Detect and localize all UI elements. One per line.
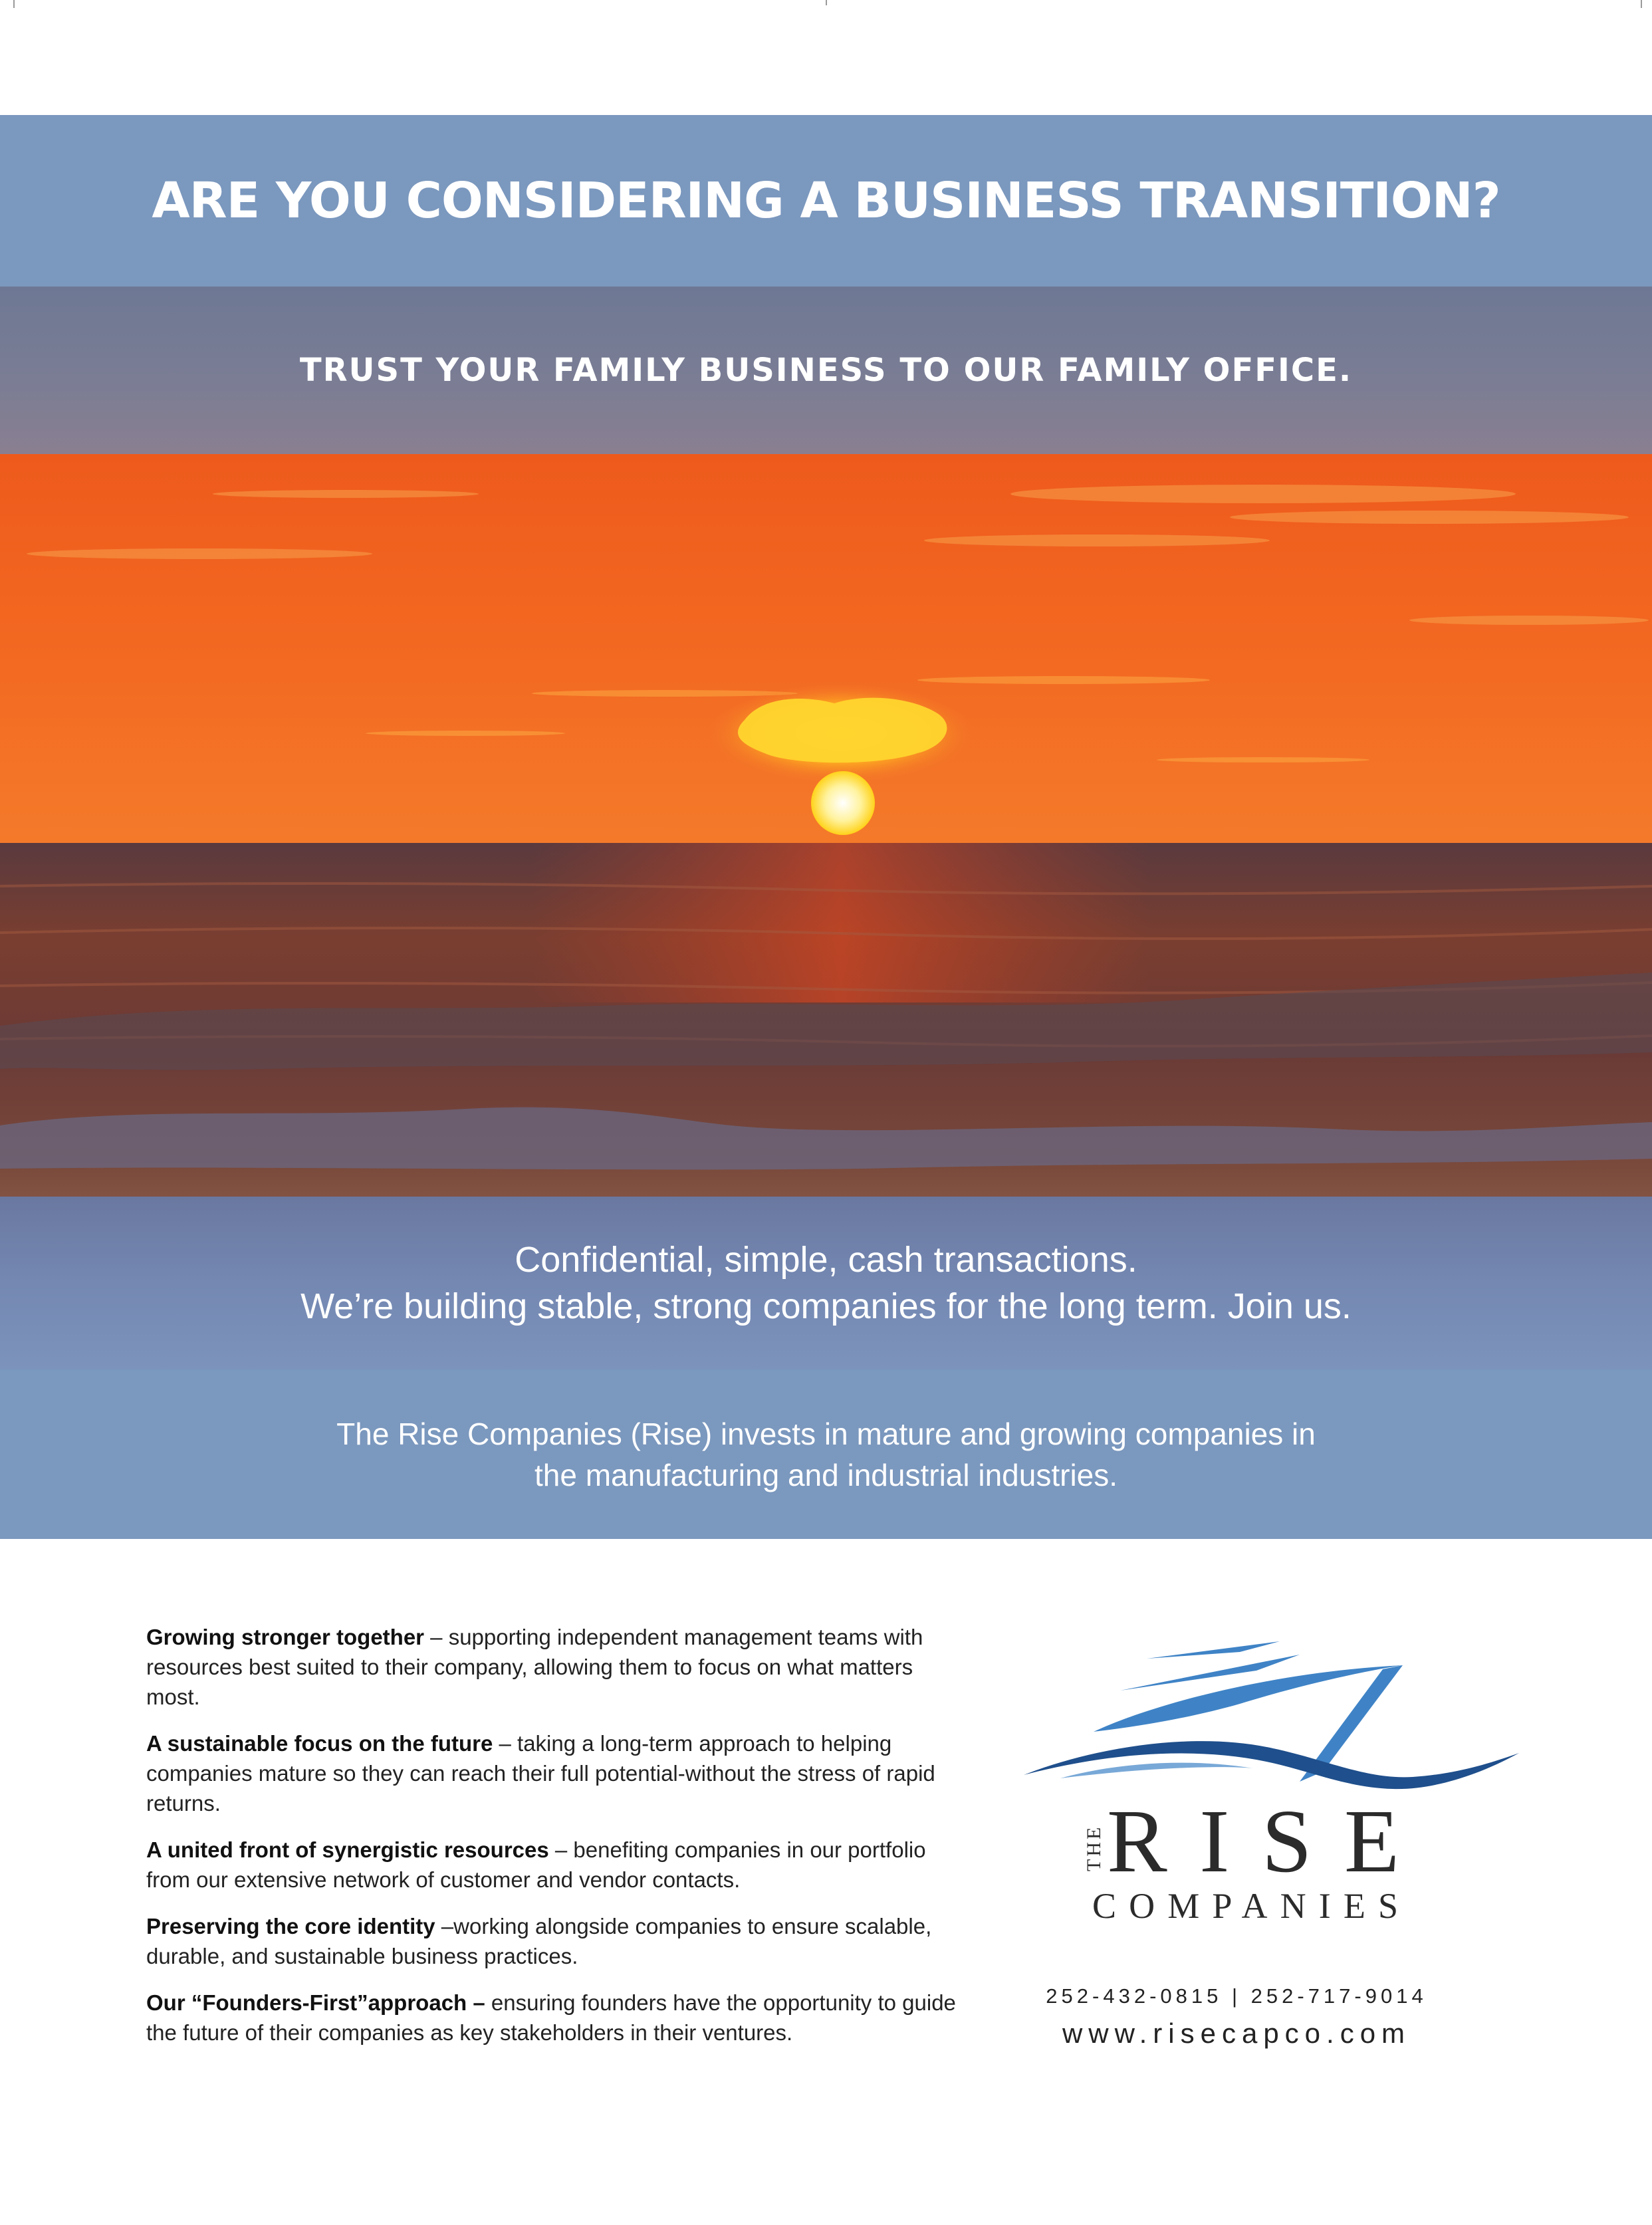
point-title: Preserving the core identity: [146, 1914, 435, 1938]
point-text: – taking a long-term approach to helping companies mature so they can reach their full potential-without the stress of rapid returns.: [146, 1731, 935, 1815]
headline: ARE YOU CONSIDERING A BUSINESS TRANSITION?: [152, 172, 1500, 229]
phone-numbers: 252-432-0815 | 252-717-9014: [1046, 1984, 1427, 2008]
point-text: – benefiting companies in our portfolio from our extensive network of customer and vendor contacts.: [146, 1837, 926, 1892]
website-link[interactable]: www.risecapco.com: [1062, 2018, 1411, 2049]
value-points: [146, 1622, 971, 2064]
point-title: A sustainable focus on the future: [146, 1731, 493, 1756]
logo-the: THE: [1083, 1824, 1105, 1871]
subheadline: TRUST YOUR FAMILY BUSINESS TO OUR FAMILY OFFICE.: [299, 352, 1353, 389]
crop-mark-center: [826, 0, 827, 5]
point-core-identity: [146, 1911, 971, 1971]
wordmark: [1083, 1792, 1399, 1926]
rise-companies-logo: [1020, 1632, 1529, 1931]
point-united-front: [146, 1835, 971, 1895]
point-title: Our “Founders-First”approach –: [146, 1990, 485, 2015]
intro-line-2: the manufacturing and industrial industries.: [534, 1457, 1118, 1492]
subtitle-band: [0, 287, 1652, 454]
intro-band: [0, 1369, 1652, 1539]
caption-line-2: We’re building stable, strong companies for the long term. Join us.: [300, 1286, 1352, 1326]
logo-companies: COMPANIES: [1092, 1886, 1398, 1926]
point-text: ensuring founders have the opportunity to guide the future of their companies as key stakeholders in their ventures.: [146, 1990, 956, 2045]
logo-rise: RISE: [1107, 1792, 1399, 1891]
photo-caption: [0, 1197, 1652, 1369]
point-title: Growing stronger together: [146, 1625, 425, 1649]
point-growing-stronger: [146, 1622, 971, 1712]
intro-line-1: The Rise Companies (Rise) invests in mature and growing companies in: [336, 1416, 1316, 1451]
ship-mark-icon: [1024, 1641, 1519, 1789]
title-band: [0, 115, 1652, 287]
point-text: – supporting independent management teams with resources best suited to their company, allowing them to focus on what matters most.: [146, 1625, 923, 1709]
crop-mark-left: [13, 0, 15, 8]
point-founders-first: [146, 1988, 971, 2048]
crop-mark-right: [1641, 0, 1642, 8]
point-sustainable-focus: [146, 1728, 971, 1818]
contact-block: [1037, 1984, 1436, 2049]
caption-line-1: Confidential, simple, cash transactions.: [515, 1240, 1137, 1280]
point-title: A united front of synergistic resources: [146, 1837, 549, 1862]
point-text: –working alongside companies to ensure scalable, durable, and sustainable business practices.: [146, 1914, 932, 1968]
